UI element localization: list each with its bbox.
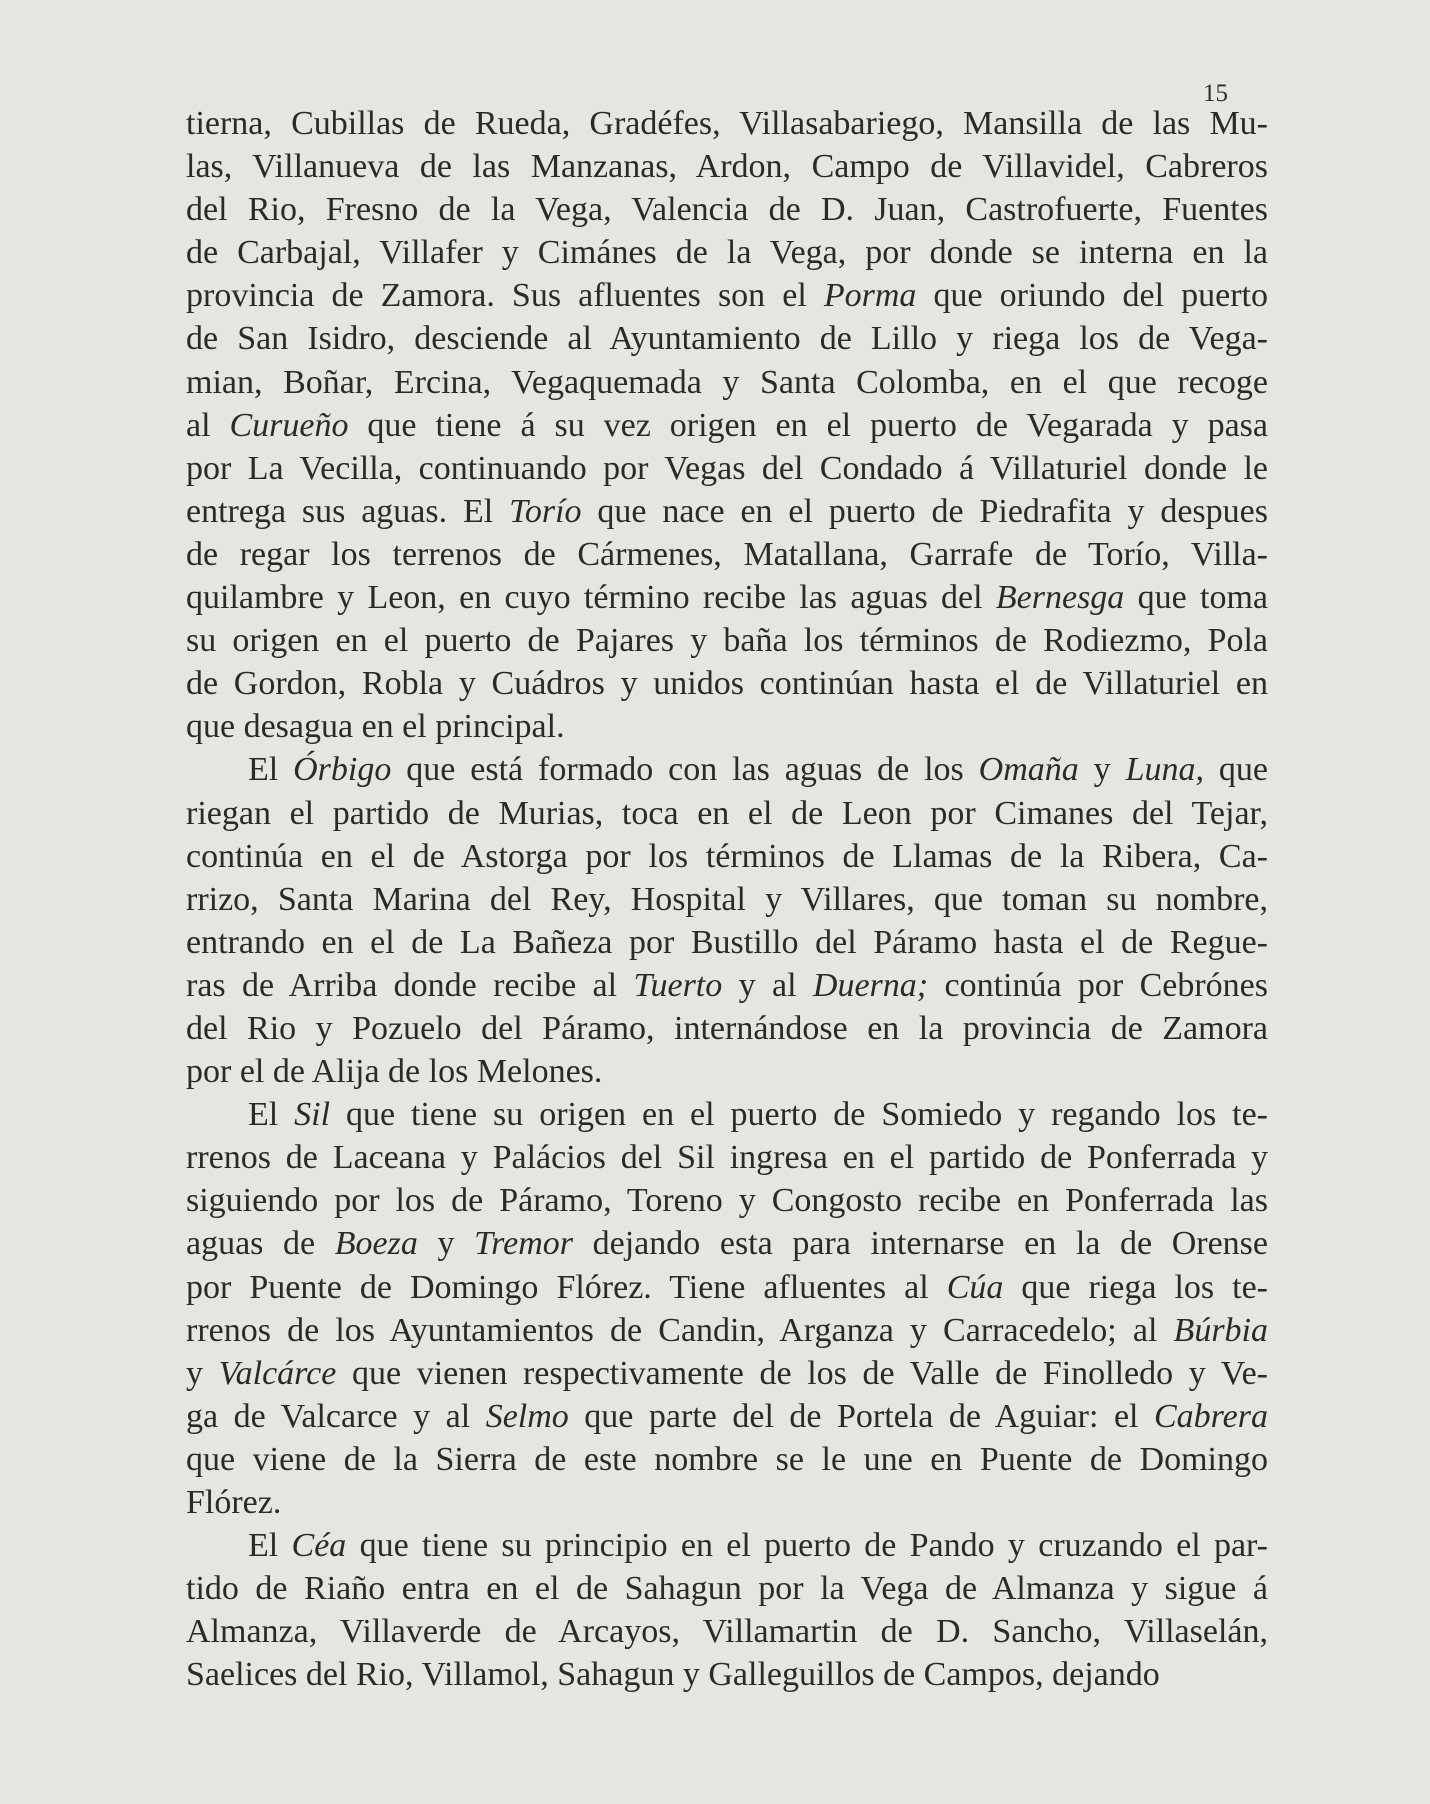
text-run: y al — [722, 966, 813, 1004]
text-run: Saelices del Rio, Villamol, Sahagun y Galleguillos de Campos, dejando — [186, 1656, 1160, 1694]
italic-term: Luna, — [1125, 751, 1204, 789]
text-run: que viene de la Sierra de este nombre se le une en Puente de Domingo — [186, 1440, 1268, 1478]
italic-term: Porma — [823, 277, 917, 315]
text-line — [186, 317, 1268, 360]
text-run: Almanza, Villaverde de Arcayos, Villamartin de D. Sancho, Villaselán, — [186, 1613, 1268, 1651]
italic-term: Cabrera — [1154, 1397, 1268, 1435]
text-line — [186, 145, 1268, 188]
text-line — [186, 447, 1268, 490]
text-run: El — [248, 1096, 295, 1134]
text-line — [186, 1007, 1268, 1050]
text-run: por La Vecilla, continuando por Vegas del Condado á Villaturiel donde le — [186, 449, 1268, 487]
italic-term: Torío — [509, 492, 582, 530]
italic-term: Órbigo — [293, 751, 392, 789]
italic-term: Tremor — [474, 1225, 573, 1263]
text-run: quilambre y Leon, en cuyo término recibe las aguas del — [186, 579, 996, 617]
text-run: mian, Boñar, Ercina, Vegaquemada y Santa Colomba, en el que recoge — [186, 363, 1268, 401]
text-line — [186, 1352, 1268, 1395]
paragraph-sil — [186, 1093, 1268, 1524]
paragraph-esla-tributaries — [186, 102, 1268, 748]
text-run: ga de Valcarce y al — [186, 1397, 486, 1435]
text-run: provincia de Zamora. Sus afluentes son el — [186, 277, 824, 315]
text-line — [186, 231, 1268, 274]
italic-term: Curueño — [229, 406, 349, 444]
text-line — [186, 921, 1268, 964]
text-line — [186, 964, 1268, 1007]
text-run: su origen en el puerto de Pajares y baña los términos de Rodiezmo, Pola — [186, 622, 1268, 660]
paragraph-orbigo — [186, 748, 1268, 1093]
italic-term: Céa — [291, 1527, 347, 1565]
text-run: continúa en el de Astorga por los términos de Llamas de la Ribera, Ca- — [186, 837, 1268, 875]
text-run: de Carbajal, Villafer y Cimánes de la Vega, por donde se interna en la — [186, 234, 1268, 272]
text-run: Flórez. — [186, 1484, 282, 1521]
italic-term: Sil — [294, 1096, 331, 1134]
italic-term: Búrbia — [1173, 1311, 1268, 1349]
text-line — [186, 1567, 1268, 1610]
text-run: al — [186, 406, 230, 444]
text-run: riegan el partido de Murias, toca en el de Leon por Cimanes del Tejar, — [186, 794, 1268, 832]
text-run: que parte del de Portela de Aguiar: el — [568, 1397, 1154, 1435]
text-line — [186, 188, 1268, 231]
text-line — [186, 1610, 1268, 1653]
text-run: por el de Alija de los Melones. — [186, 1053, 603, 1091]
italic-term: Cúa — [946, 1268, 1004, 1306]
text-line — [186, 1524, 1268, 1567]
text-line — [186, 1653, 1268, 1696]
text-line — [186, 404, 1268, 447]
text-run: que tiene á su vez origen en el puerto de Vegarada y pasa — [348, 406, 1268, 444]
text-run: que está formado con las aguas de los — [391, 751, 979, 789]
text-line — [186, 361, 1268, 404]
text-run: rrizo, Santa Marina del Rey, Hospital y Villares, que toman su nombre, — [186, 880, 1268, 918]
text-line — [186, 1050, 1268, 1093]
text-line — [186, 1093, 1268, 1136]
italic-term: Bernesga — [995, 579, 1125, 617]
text-run: que toma — [1124, 579, 1268, 617]
text-line — [186, 662, 1268, 705]
text-run: que tiene su principio en el puerto de Pando y cruzando el par- — [346, 1527, 1268, 1565]
text-line — [186, 1438, 1268, 1481]
text-line — [186, 102, 1268, 145]
text-run: que nace en el puerto de Piedrafita y despues — [581, 492, 1268, 530]
body-text — [186, 102, 1268, 1696]
text-line — [186, 748, 1268, 791]
text-run: El — [248, 751, 294, 789]
text-line — [186, 1309, 1268, 1352]
text-line — [186, 274, 1268, 317]
text-line — [186, 619, 1268, 662]
text-line — [186, 576, 1268, 619]
text-line — [186, 1481, 1268, 1524]
text-run: El — [248, 1527, 292, 1565]
page-number: 15 — [1203, 80, 1228, 107]
italic-term: Selmo — [485, 1397, 569, 1435]
text-run: que tiene su origen en el puerto de Somiedo y regando los te- — [330, 1096, 1268, 1134]
text-run: de regar los terrenos de Cármenes, Matallana, Garrafe de Torío, Villa- — [186, 535, 1268, 573]
text-run: tido de Riaño entra en el de Sahagun por la Vega de Almanza y sigue á — [186, 1570, 1268, 1608]
text-run: y — [417, 1225, 475, 1263]
text-line — [186, 490, 1268, 533]
italic-term: Valcárce — [218, 1354, 337, 1392]
text-line — [186, 705, 1268, 748]
text-run: aguas de — [186, 1225, 335, 1263]
text-run: del Rio y Pozuelo del Páramo, internándose en la provincia de Zamora — [186, 1009, 1268, 1047]
text-run: rrenos de Laceana y Palácios del Sil ingresa en el partido de Ponferrada y — [186, 1139, 1268, 1177]
text-run: continúa por Cebrónes — [928, 966, 1269, 1004]
text-run: de San Isidro, desciende al Ayuntamiento de Lillo y riega los de Vega- — [186, 320, 1268, 358]
text-line — [186, 1395, 1268, 1438]
paragraph-cea — [186, 1524, 1268, 1696]
text-run: ras de Arriba donde recibe al — [186, 966, 634, 1004]
text-run: que riega los te- — [1003, 1268, 1268, 1306]
text-line — [186, 835, 1268, 878]
text-run: entrando en el de La Bañeza por Bustillo del Páramo hasta el de Regue- — [186, 923, 1268, 961]
text-run: que oriundo del puerto — [916, 277, 1268, 315]
text-run: rrenos de los Ayuntamientos de Candin, Arganza y Carracedelo; al — [186, 1311, 1174, 1349]
text-run: que desagua en el principal. — [186, 708, 565, 746]
text-line — [186, 1179, 1268, 1222]
text-run: entrega sus aguas. El — [186, 492, 510, 530]
italic-term: Duerna; — [812, 966, 929, 1004]
text-run: tierna, Cubillas de Rueda, Gradéfes, Villasabariego, Mansilla de las Mu- — [186, 105, 1268, 142]
text-run: y — [186, 1354, 219, 1392]
text-run: que — [1204, 751, 1268, 789]
text-line — [186, 533, 1268, 576]
italic-term: Tuerto — [633, 966, 723, 1004]
text-line — [186, 1266, 1268, 1309]
text-line — [186, 1222, 1268, 1265]
italic-term: Boeza — [334, 1225, 418, 1263]
text-line — [186, 1136, 1268, 1179]
text-run: de Gordon, Robla y Cuádros y unidos continúan hasta el de Villaturiel en — [186, 665, 1268, 703]
text-run: y — [1078, 751, 1126, 789]
text-line — [186, 792, 1268, 835]
text-run: por Puente de Domingo Flórez. Tiene afluentes al — [186, 1268, 947, 1306]
text-run: dejando esta para internarse en la de Orense — [572, 1225, 1268, 1263]
text-run: del Rio, Fresno de la Vega, Valencia de D. Juan, Castrofuerte, Fuentes — [186, 191, 1268, 229]
italic-term: Omaña — [978, 751, 1079, 789]
text-run: que vienen respectivamente de los de Valle de Finolledo y Ve- — [336, 1354, 1268, 1392]
text-line — [186, 878, 1268, 921]
text-run: las, Villanueva de las Manzanas, Ardon, Campo de Villavidel, Cabreros — [186, 148, 1268, 186]
text-run: siguiendo por los de Páramo, Toreno y Congosto recibe en Ponferrada las — [186, 1182, 1268, 1220]
